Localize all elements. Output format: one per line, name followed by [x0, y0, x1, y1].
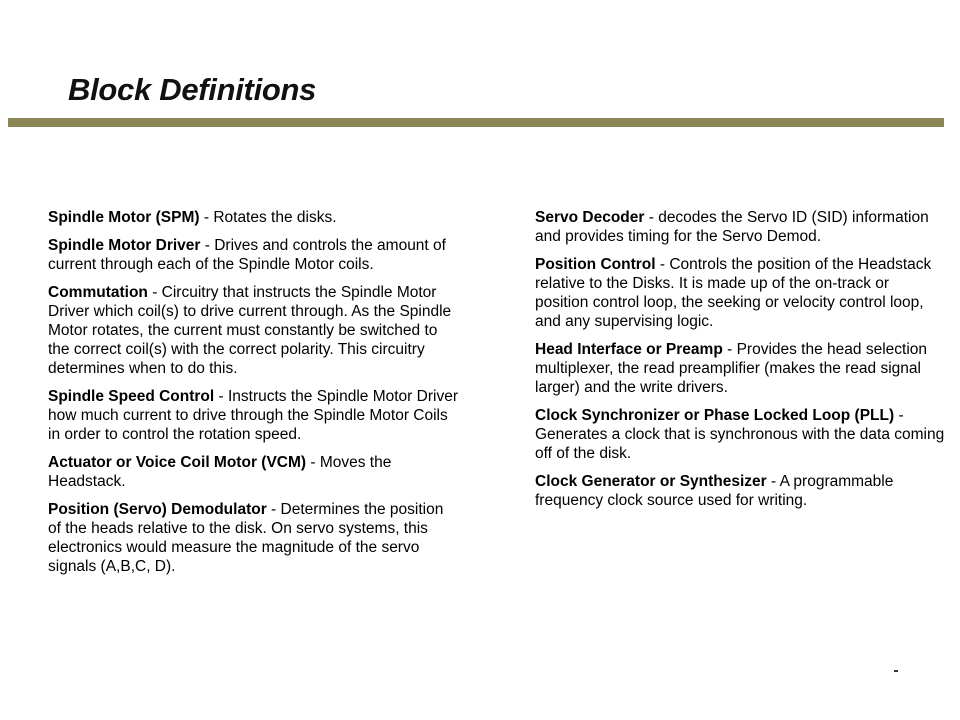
definition-term: Head Interface or Preamp	[535, 341, 723, 358]
definition-text: - Drives and controls the amount of current through each of the Spindle Motor coils.	[48, 237, 446, 273]
definition-text: - A programmable frequency clock source used for writing.	[535, 473, 894, 509]
definition-text: - Generates a clock that is synchronous with the data coming off of the disk.	[535, 407, 945, 462]
definition-item	[48, 236, 458, 274]
definition-item	[48, 453, 458, 491]
definition-term: Servo Decoder	[535, 209, 645, 226]
definition-term: Commutation	[48, 284, 148, 301]
definition-term: Actuator or Voice Coil Motor (VCM)	[48, 454, 307, 471]
page-marker	[894, 670, 898, 672]
definition-text: - Circuitry that instructs the Spindle Motor Driver which coil(s) to drive current through. As the Spindle Motor rotates, the current must constantly be switched to the correct coil(s) with the correct polarity. This circuitry determines when to do this.	[48, 284, 452, 377]
definition-item	[535, 255, 945, 331]
definition-term: Clock Synchronizer or Phase Locked Loop (PLL)	[535, 407, 895, 424]
definition-item	[48, 208, 458, 227]
definition-text: - Moves the Headstack.	[48, 454, 392, 490]
definition-item	[48, 283, 458, 378]
definition-item	[48, 500, 458, 576]
definition-term: Spindle Motor (SPM)	[48, 209, 200, 226]
definition-item	[535, 208, 945, 246]
left-definitions-column	[48, 208, 458, 585]
definition-text: - Controls the position of the Headstack relative to the Disks. It is made up of the on-track or position control loop, the seeking or velocity control loop, and any supervising logic.	[535, 256, 932, 330]
definition-item	[535, 406, 945, 463]
title-divider	[8, 118, 944, 127]
definition-term: Position Control	[535, 256, 656, 273]
definition-term: Position (Servo) Demodulator	[48, 501, 267, 518]
page-title: Block Definitions	[68, 72, 317, 107]
definition-text: - Instructs the Spindle Motor Driver how much current to drive through the Spindle Motor Coils in order to control the rotation speed.	[48, 388, 458, 443]
definition-term: Clock Generator or Synthesizer	[535, 473, 767, 490]
definition-text: - Rotates the disks.	[199, 209, 337, 226]
definition-item	[535, 472, 945, 510]
definition-item	[535, 340, 945, 397]
right-definitions-column	[535, 208, 945, 519]
definition-item	[48, 387, 458, 444]
definition-text: - Provides the head selection multiplexer, the read preamplifier (makes the read signal larger) and the write drivers.	[535, 341, 927, 396]
definition-term: Spindle Speed Control	[48, 388, 215, 405]
definition-term: Spindle Motor Driver	[48, 237, 201, 254]
definition-text: - decodes the Servo ID (SID) information and provides timing for the Servo Demod.	[535, 209, 929, 245]
definition-text: - Determines the position of the heads relative to the disk. On servo systems, this electronics would measure the magnitude of the servo signals (A,B,C, D).	[48, 501, 444, 575]
